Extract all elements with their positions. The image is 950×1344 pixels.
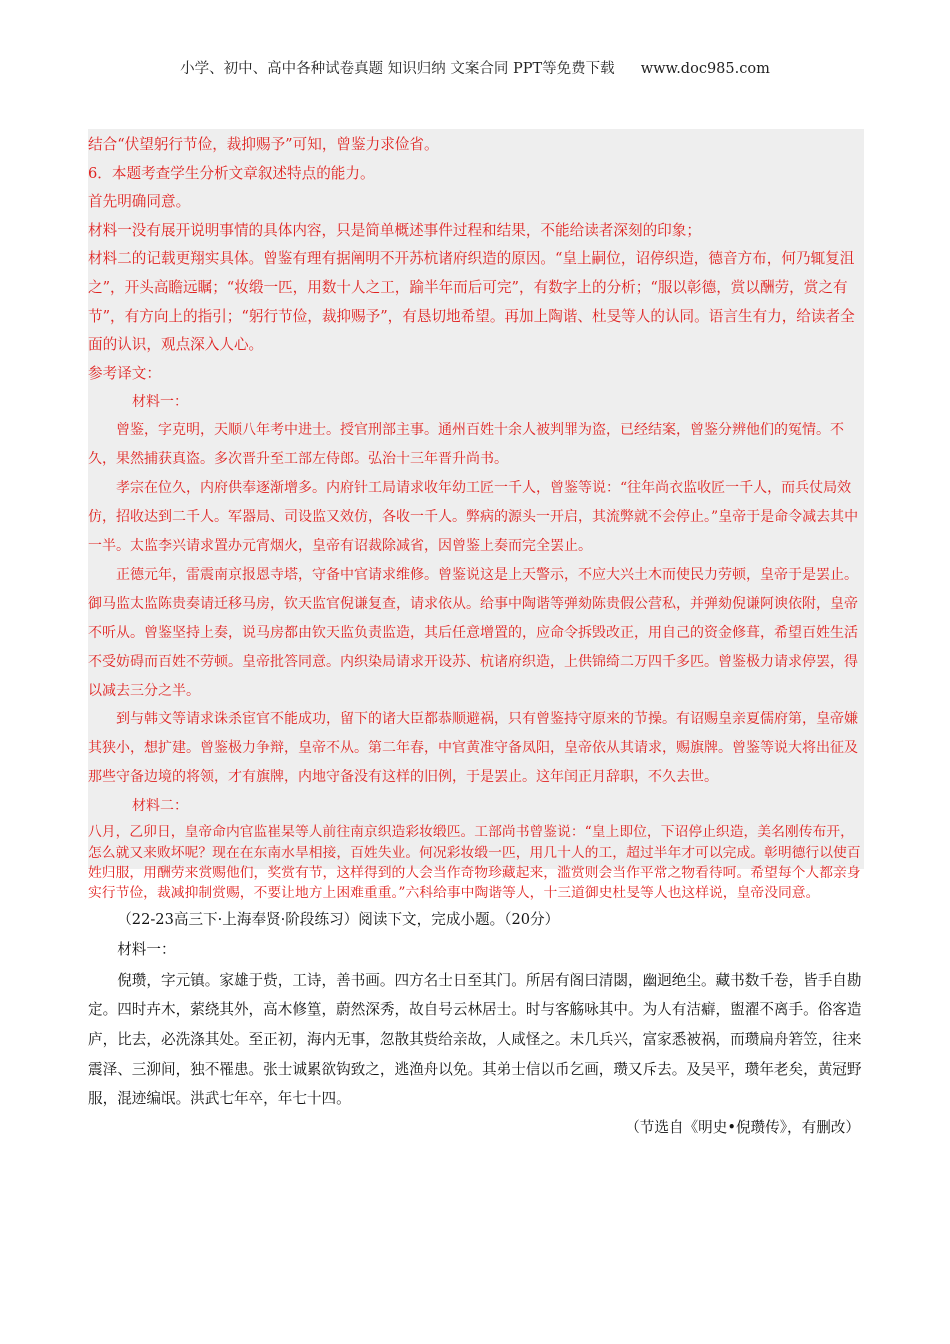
answer-question-6: 6．本题考查学生分析文章叙述特点的能力。 <box>88 164 375 182</box>
question-source: （22-23高三下·上海奉贤·阶段练习）阅读下文，完成小题。（20分） <box>117 910 560 928</box>
header-url[interactable]: www.doc985.com <box>640 61 770 77</box>
question-material-1-text: 倪瓒，字元镇。家雄于赀，工诗，善书画。四方名士日至其门。所居有阁曰清閟，幽迥绝尘。藏书数千卷，皆手自勘定。四时卉木，萦绕其外，高木修篁，蔚然深秀，故自号云林居士。时与客觞咏其中。为人有洁癖，盥濯不离手。俗客造庐，比去，必洗涤其处。至正初，海内无事，忽散其赀给亲故，人咸怪之。未几兵兴，富家悉被祸，而瓒扁舟箬笠，往来震泽、三泖间，独不罹患。张士诚累欲钩致之，逃渔舟以免。其弟士信以币乞画，瓒又斥去。及吴平，瓒年老矣，黄冠野服，混迹编氓。洪武七年卒，年七十四。 <box>88 971 862 1108</box>
answer-line-3: 首先明确同意。 <box>88 193 191 211</box>
answer-line-4: 材料一没有展开说明事情的具体内容，只是简单概述事件过程和结果，不能给读者深刻的印象； <box>88 221 701 239</box>
translation-material-2-text: 八月，乙卯日，皇帝命内官监崔杲等人前往南京织造彩妆缎匹。工部尚书曾鉴说：“皇上即位，下诏停止织造，美名刚传布开，怎么就又来败坏呢？现在在东南水旱相接，百姓失业。何况彩妆缎一匹，用几十人的工，超过半年才可以完成。彰明德行以使百姓归服，用酬劳来赏赐他们，奖赏有节，这样得到的人会当作奇物珍藏起来，滥赏则会当作平常之物看待呵。希望每个人都亲身实行节俭，裁减抑制赏赐，不要让地方上困难重重。”六科给事中陶谐等人，十三道御史杜旻等人也这样说，皇帝没同意。 <box>88 824 861 902</box>
translation-heading: 参考译文： <box>88 364 161 382</box>
translation-material-1-label: 材料一： <box>132 394 188 411</box>
page-header <box>0 57 950 78</box>
question-material-1-label: 材料一： <box>117 940 176 958</box>
translation-paragraph-1: 曾鉴，字克明，天顺八年考中进士。授官刑部主事。通州百姓十余人被判罪为盗，已经结案，曾鉴分辨他们的冤情。不久，果然捕获真盗。多次晋升至工部左侍郎。弘治十三年晋升尚书。 <box>88 422 844 468</box>
translation-paragraph-4: 到与韩文等请求诛杀宦官不能成功，留下的诸大臣都恭顺避祸，只有曾鉴持守原来的节操。有诏赐皇亲夏儒府第，皇帝嫌其狭小，想扩建。曾鉴极力争辩，皇帝不从。第二年春，中官黄准守备凤阳，皇帝依从其请求，赐旗牌。曾鉴等说大将出征及那些守备边境的将领，才有旗牌，内地守备没有这样的旧例，于是罢止。这年闰正月辞职，不久去世。 <box>88 711 858 786</box>
translation-paragraph-3: 正德元年，雷震南京报恩寺塔，守备中官请求维修。曾鉴说这是上天警示，不应大兴土木而使民力劳顿，皇帝于是罢止。御马监太监陈贵奏请迁移马房，钦天监官倪谦复查，请求依从。给事中陶谐等弹劾陈贵假公营私，并弹劾倪谦阿谀依附，皇帝不听从。曾鉴坚持上奏，说马房都由钦天监负责监造，其后任意增置的，应命令拆毁改正，用自己的资金修葺，希望百姓生活不受妨碍而百姓不劳顿。皇帝批答同意。内织染局请求开设苏、杭诸府织造，上供锦绮二万四千多匹。曾鉴极力请求停罢，得以减去三分之半。 <box>88 566 858 699</box>
document-content <box>88 131 864 1142</box>
translation-material-2-label: 材料二： <box>132 798 188 815</box>
translation-paragraph-2: 孝宗在位久，内府供奉逐渐增多。内府针工局请求收年幼工匠一千人，曾鉴等说：“往年尚衣监收匠一千人，而兵仗局效仿，招收达到二千人。军器局、司设监又效仿，各收一千人。弊病的源头一开启，其流弊就不会停止。”皇帝于是命令减去其中一半。太监李兴请求置办元宵烟火，皇帝有诏裁除减省，因曾鉴上奏而完全罢止。 <box>88 480 859 554</box>
answer-analysis-paragraph: 材料二的记载更翔实具体。曾鉴有理有据阐明不开苏杭诸府织造的原因。“皇上嗣位，诏停织造，德音方布，何乃辄复沮之”，开头高瞻远瞩；“妆缎一匹，用数十人之工，踰半年而后可完”，有数字上的分析；“服以彰德，赏以酬劳，赏之有节”，有方向上的指引；“躬行节俭，裁抑赐予”，有恳切地希望。再加上陶谐、杜旻等人的认同。语言生有力，给读者全面的认识，观点深入人心。 <box>88 250 855 354</box>
answer-line-1: 结合“伏望躬行节俭，裁抑赐予”可知，曾鉴力求俭省。 <box>88 136 439 153</box>
question-attribution: （节选自《明史•倪瓒传》，有删改） <box>625 1118 860 1136</box>
header-text: 小学、初中、高中各种试卷真题 知识归纳 文案合同 PPT等免费下载 <box>180 61 615 77</box>
